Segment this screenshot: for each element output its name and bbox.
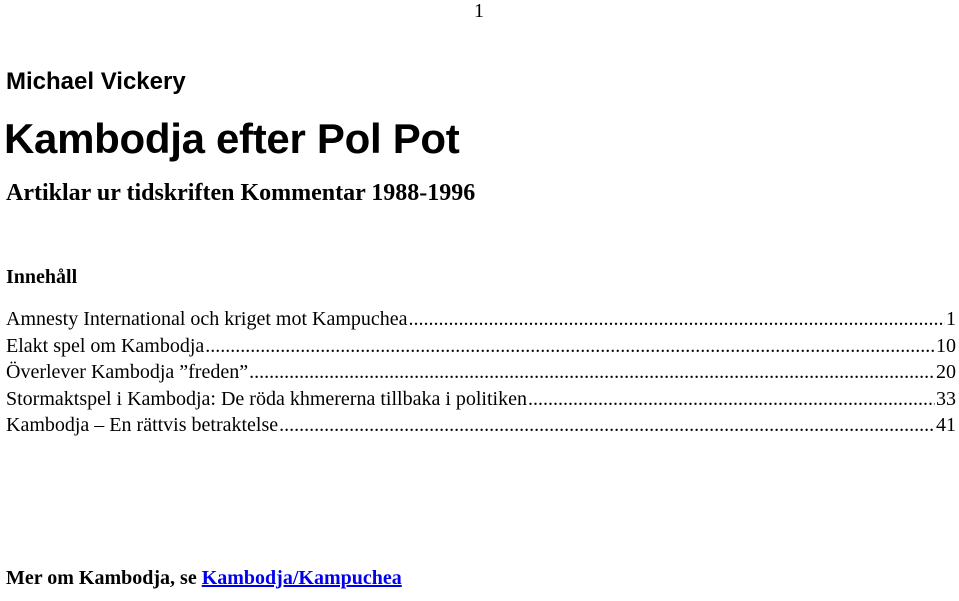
toc-entry-page: 10 (936, 334, 956, 357)
toc-heading: Innehåll (6, 266, 78, 288)
author-name: Michael Vickery (6, 68, 186, 95)
toc-entry[interactable] (6, 359, 956, 386)
toc-entry-page: 20 (936, 361, 956, 383)
toc-entry-page: 33 (936, 387, 956, 410)
document-title: Kambodja efter Pol Pot (4, 115, 460, 162)
footer-text: Mer om Kambodja, se (6, 567, 202, 589)
page-number: 1 (474, 0, 484, 22)
toc-dot-leader (528, 386, 935, 413)
toc-entry-page: 1 (946, 308, 956, 330)
toc-entry-page: 41 (936, 414, 956, 436)
toc-dot-leader (279, 412, 935, 439)
document-subtitle: Artiklar ur tidskriften Kommentar 1988-1996 (6, 180, 476, 206)
toc-entry-title: Elakt spel om Kambodja (6, 334, 205, 357)
toc-entry[interactable] (6, 306, 956, 333)
toc-dot-leader (205, 333, 935, 360)
toc-entry-title: Överlever Kambodja ”freden” (6, 361, 249, 383)
toc-entry[interactable] (6, 412, 956, 439)
toc-entry[interactable] (6, 333, 956, 360)
toc-dot-leader (409, 306, 945, 333)
toc-dot-leader (249, 359, 935, 386)
toc-entry-title: Kambodja – En rättvis betraktelse (6, 414, 279, 436)
table-of-contents (6, 306, 956, 439)
toc-entry-title: Amnesty International och kriget mot Kampuchea (6, 308, 408, 330)
footer-more-info (6, 567, 402, 590)
kambodja-kampuchea-link[interactable]: Kambodja/Kampuchea (201, 567, 402, 589)
toc-entry[interactable] (6, 386, 956, 413)
toc-entry-title: Stormaktspel i Kambodja: De röda khmererna tillbaka i politiken (6, 387, 527, 410)
